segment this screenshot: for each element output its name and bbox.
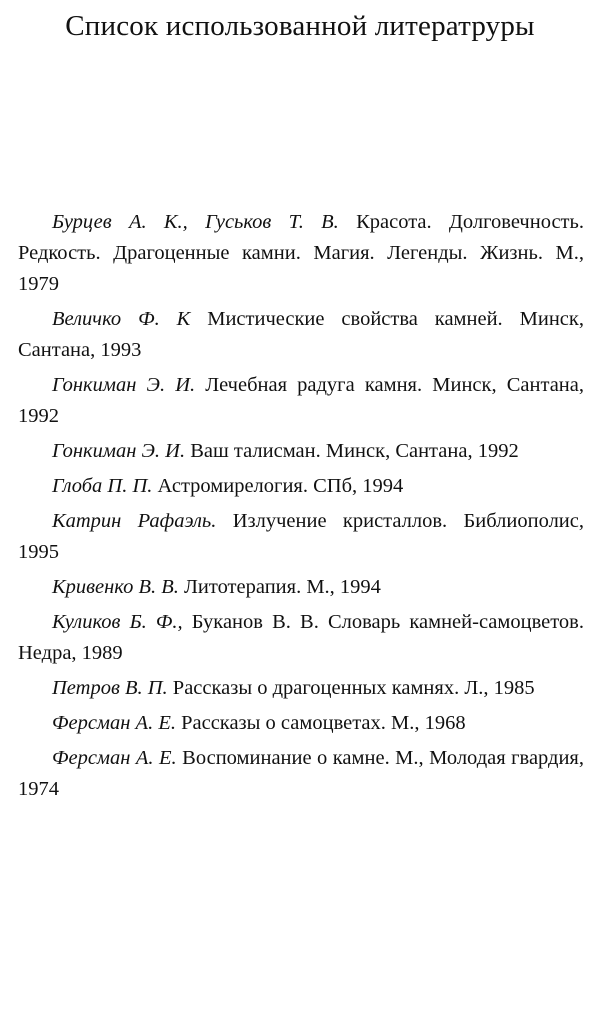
entry-text: Рассказы о самоцветах. М., 1968 [175, 712, 466, 734]
bibliography-entry [18, 370, 584, 432]
entry-text: Ваш талисман. Минск, Сантана, 1992 [185, 440, 519, 462]
bibliography-entry [18, 304, 584, 366]
entry-author: Величко Ф. К [52, 308, 191, 330]
bibliography-entry [18, 708, 584, 739]
entry-author: Петров В. П. [52, 677, 168, 699]
entry-text: Мистические свойства камней. Минск, Сантана, 1993 [18, 308, 584, 361]
entry-author: Гонкиман Э. И. [52, 440, 186, 462]
entry-author: Глоба П. П. [52, 475, 153, 497]
bibliography-entry [18, 607, 584, 669]
entry-text: Воспоминание о камне. М., Молодая гвардия, 1974 [18, 747, 584, 800]
bibliography-entry [18, 506, 584, 568]
bibliography-entry [18, 572, 584, 603]
entry-text: Красота. Долговечность. Редкость. Драгоценные камни. Магия. Легенды. Жизнь. М., 1979 [18, 211, 584, 295]
bibliography-entry [18, 743, 584, 805]
entry-author: Катрин Рафаэль. [52, 510, 217, 532]
bibliography-entry [18, 436, 584, 467]
entry-author: Кривенко В. В. [52, 576, 179, 598]
page-title: Список использованной литератруры [65, 10, 535, 42]
bibliography-entry [18, 207, 584, 300]
bibliography-list [18, 207, 584, 809]
entry-author: Ферсман А. Е. [52, 712, 176, 734]
entry-text: Буканов В. В. Словарь камней-самоцветов. Недра, 1989 [18, 611, 584, 664]
entry-text: Излучение кристаллов. Библиополис, 1995 [18, 510, 584, 563]
entry-author: Куликов Б. Ф., [52, 611, 183, 633]
entry-text: Астромирелогия. СПб, 1994 [152, 475, 404, 497]
entry-author: Гонкиман Э. И. [52, 374, 196, 396]
bibliography-entry [18, 471, 584, 502]
bibliography-entry [18, 673, 584, 704]
entry-text: Рассказы о драгоценных камнях. Л., 1985 [167, 677, 535, 699]
entry-author: Ферсман А. Е. [52, 747, 177, 769]
entry-author: Бурцев А. К., Гуськов Т. В. [52, 211, 339, 233]
entry-text: Литотерапия. М., 1994 [178, 576, 381, 598]
entry-text: Лечебная радуга камня. Минск, Сантана, 1992 [18, 374, 584, 427]
